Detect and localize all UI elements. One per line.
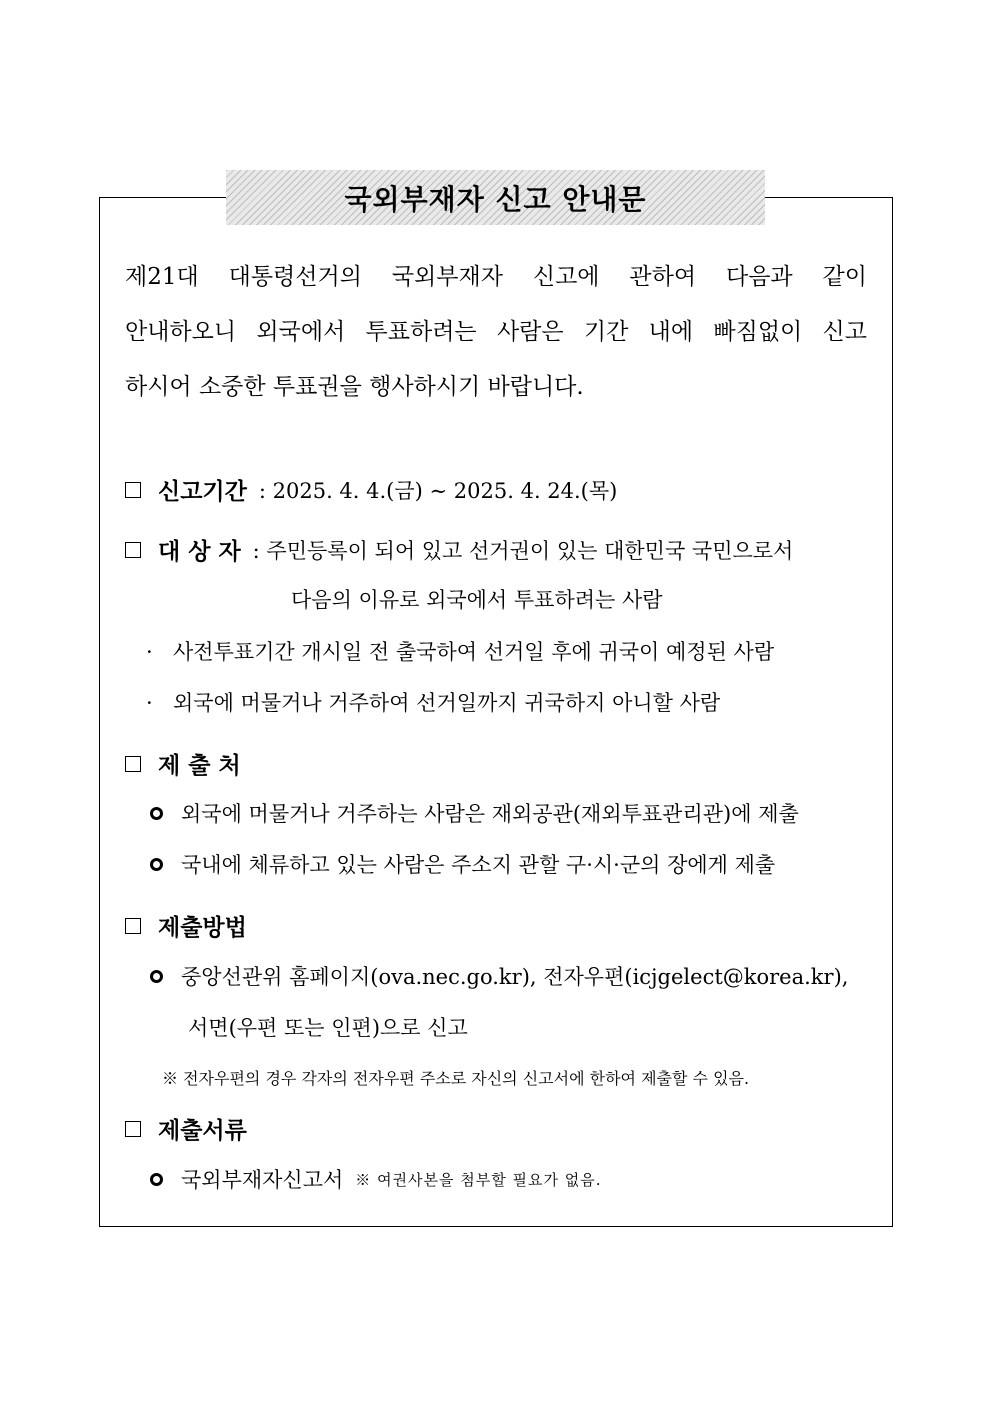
target-item-text: 사전투표기간 개시일 전 출국하여 선거일 후에 귀국이 예정된 사람 xyxy=(173,640,775,664)
submit-to-section xyxy=(125,747,241,780)
period-label: 신고기간 xyxy=(158,479,247,505)
method-note: ※ 전자우편의 경우 각자의 전자우편 주소로 자신의 신고서에 한하여 제출할 수 있음. xyxy=(162,1069,750,1088)
target-item-text: 외국에 머물거나 거주하여 선거일까지 귀국하지 아니할 사람 xyxy=(173,691,721,715)
checkbox-icon xyxy=(125,1121,141,1137)
intro-line-1: 제21대 대통령선거의 국외부재자 신고에 관하여 다음과 같이 xyxy=(125,264,867,290)
method-label: 제출방법 xyxy=(158,915,247,941)
circle-bullet-icon xyxy=(150,807,163,820)
submit-to-item-text: 국내에 체류하고 있는 사람은 주소지 관할 구·시·군의 장에게 제출 xyxy=(181,853,776,877)
method-item-line-1: 중앙선관위 홈페이지(ova.nec.go.kr), 전자우편(icjgelect@korea.kr), xyxy=(181,965,849,989)
documents-item-text: 국외부재자신고서 xyxy=(181,1168,344,1192)
submit-to-item-text: 외국에 머물거나 거주하는 사람은 재외공관(재외투표관리관)에 제출 xyxy=(181,802,799,826)
method-item xyxy=(150,961,848,991)
title-banner xyxy=(226,170,765,225)
target-label: 대 상 자 xyxy=(158,539,241,565)
target-line-2: 다음의 이유로 외국에서 투표하려는 사람 xyxy=(291,588,663,612)
submit-to-label: 제 출 처 xyxy=(158,753,241,779)
documents-label: 제출서류 xyxy=(158,1118,247,1144)
circle-bullet-icon xyxy=(150,1173,163,1186)
intro-line-3: 하시어 소중한 투표권을 행사하시기 바랍니다. xyxy=(125,374,584,400)
target-section xyxy=(125,533,793,566)
page-title: 국외부재자 신고 안내문 xyxy=(344,182,647,216)
submit-to-item-2 xyxy=(150,849,775,879)
target-item-2 xyxy=(146,687,720,717)
method-item-line-2: 서면(우편 또는 인편)으로 신고 xyxy=(188,1016,468,1040)
checkbox-icon xyxy=(125,918,141,934)
dot-bullet-icon: · xyxy=(146,691,153,715)
circle-bullet-icon xyxy=(150,970,163,983)
checkbox-icon xyxy=(125,542,141,558)
checkbox-icon xyxy=(125,756,141,772)
intro-line-2: 안내하오니 외국에서 투표하려는 사람은 기간 내에 빠짐없이 신고 xyxy=(125,319,867,345)
method-section xyxy=(125,909,247,942)
period-section xyxy=(125,473,617,506)
submit-to-item-1 xyxy=(150,798,799,828)
circle-bullet-icon xyxy=(150,858,163,871)
documents-section xyxy=(125,1112,247,1145)
documents-item xyxy=(150,1164,602,1194)
dot-bullet-icon: · xyxy=(146,640,153,664)
target-item-1 xyxy=(146,636,774,666)
target-line-1: : 주민등록이 되어 있고 선거권이 있는 대한민국 국민으로서 xyxy=(252,538,794,563)
checkbox-icon xyxy=(125,482,141,498)
documents-note: ※ 여권사본을 첨부할 필요가 없음. xyxy=(355,1170,602,1189)
period-value: : 2025. 4. 4.(금) ∼ 2025. 4. 24.(목) xyxy=(258,478,618,503)
